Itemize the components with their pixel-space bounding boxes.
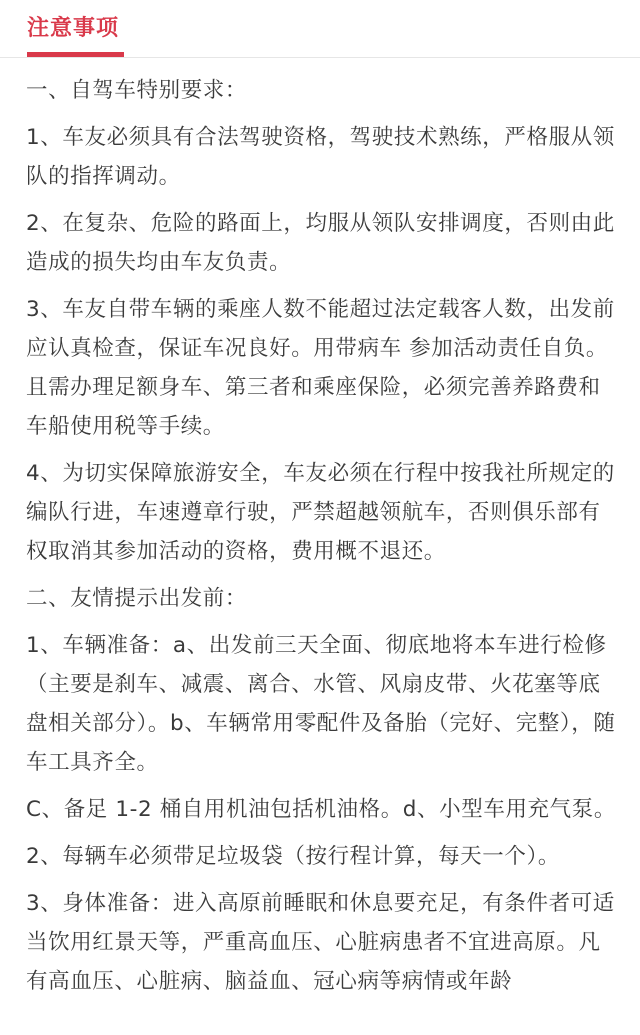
paragraph-garbage-bags: 2、每辆车必须带足垃圾袋（按行程计算，每天一个）。 xyxy=(26,844,560,869)
title-underline xyxy=(27,52,124,57)
section-title: 注意事项 xyxy=(27,16,120,41)
paragraph-health-prep: 3、身体准备：进入高原前睡眠和休息要充足，有条件者可适当饮用红景天等，严重高血压、心脏病患者不宜进高原。凡有高血压、心脏病、脑益血、冠心病等病情或年龄 xyxy=(26,891,615,994)
section-heading-self-drive: 一、自驾车特别要求： xyxy=(26,78,248,103)
paragraph-vehicle-prep: 1、车辆准备：a、出发前三天全面、彻底地将本车进行检修（主要是刹车、减震、离合、水管、风扇皮带、火花塞等底盘相关部分）。b、车辆常用零配件及备胎（完好、完整），随车工具齐全。 xyxy=(26,633,616,775)
section-header xyxy=(0,0,640,58)
section-heading-tips: 二、友情提示出发前： xyxy=(26,586,248,611)
paragraph-oil-pump: C、备足 1-2 桶自用机油包括机油格。d、小型车用充气泵。 xyxy=(26,797,616,822)
paragraph-convoy-rules: 4、为切实保障旅游安全，车友必须在行程中按我社所规定的编队行进，车速遵章行驶，严禁超越领航车，否则俱乐部有权取消其参加活动的资格，费用概不退还。 xyxy=(26,461,615,564)
paragraph-driving-qualification: 1、车友必须具有合法驾驶资格，驾驶技术熟练，严格服从领队的指挥调动。 xyxy=(26,125,615,189)
article-body xyxy=(26,71,620,1009)
paragraph-road-dispatch: 2、在复杂、危险的路面上，均服从领队安排调度，否则由此造成的损失均由车友负责。 xyxy=(26,211,615,275)
paragraph-vehicle-capacity: 3、车友自带车辆的乘座人数不能超过法定载客人数，出发前应认真检查，保证车况良好。用带病车 参加活动责任自负。且需办理足额身车、第三者和乘座保险，必须完善养路费和车船使用税等手续。 xyxy=(26,297,615,439)
